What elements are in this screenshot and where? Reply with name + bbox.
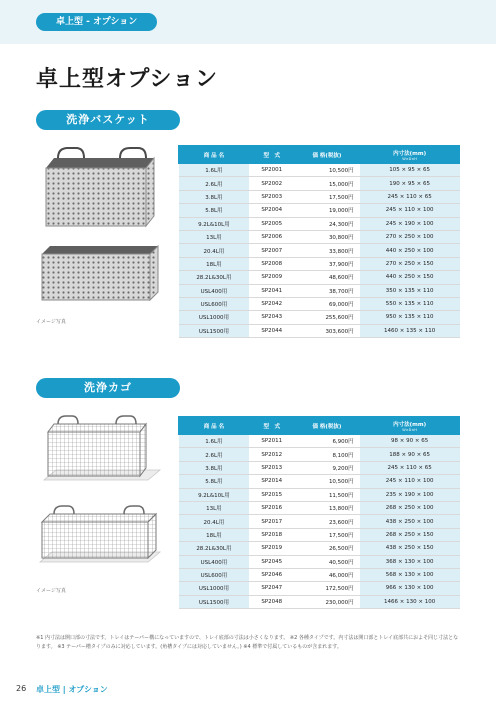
cell-name: USL1500用 xyxy=(179,324,250,337)
cell-size: 245 × 110 × 100 xyxy=(360,204,460,217)
cell-name: 18L用 xyxy=(179,528,250,541)
cell-name: 13L用 xyxy=(179,501,250,514)
cell-price: 172,500円 xyxy=(294,582,360,595)
cell-model: SP2009 xyxy=(249,271,294,284)
table-row xyxy=(179,461,460,474)
col-header-price: 価 格(税抜) xyxy=(294,417,360,435)
cell-name: 20.4L用 xyxy=(179,515,250,528)
cell-size: 440 × 250 × 150 xyxy=(360,271,460,284)
cell-price: 19,000円 xyxy=(294,204,360,217)
cell-name: 1.6L用 xyxy=(179,164,250,177)
cell-price: 8,100円 xyxy=(294,448,360,461)
cell-price: 46,000円 xyxy=(294,568,360,581)
cell-size: 268 × 250 × 150 xyxy=(360,528,460,541)
cell-size: 190 × 95 × 65 xyxy=(360,177,460,190)
cell-price: 23,600円 xyxy=(294,515,360,528)
table-row xyxy=(179,190,460,203)
cell-price: 40,500円 xyxy=(294,555,360,568)
table-row xyxy=(179,204,460,217)
cell-price: 9,200円 xyxy=(294,461,360,474)
cell-model: SP2047 xyxy=(249,582,294,595)
cell-model: SP2004 xyxy=(249,204,294,217)
cell-name: 28.2L&30L用 xyxy=(179,271,250,284)
cell-name: USL600用 xyxy=(179,568,250,581)
cell-model: SP2013 xyxy=(249,461,294,474)
page-number: 26 xyxy=(16,684,27,693)
table-row xyxy=(179,488,460,501)
cell-size: 550 × 135 × 110 xyxy=(360,297,460,310)
cell-model: SP2007 xyxy=(249,244,294,257)
cell-size: 270 × 250 × 100 xyxy=(360,230,460,243)
header-tag: 卓上型 - オプション xyxy=(36,13,157,31)
cell-model: SP2046 xyxy=(249,568,294,581)
cell-size: 438 × 250 × 100 xyxy=(360,515,460,528)
cage-section-title: 洗浄カゴ xyxy=(36,378,180,398)
cell-size: 245 × 110 × 100 xyxy=(360,475,460,488)
table-row xyxy=(179,164,460,177)
cell-model: SP2019 xyxy=(249,542,294,555)
cell-name: USL400用 xyxy=(179,284,250,297)
basket-photo-caption: イメージ写真 xyxy=(36,319,66,325)
cell-model: SP2001 xyxy=(249,164,294,177)
cell-size: 245 × 110 × 65 xyxy=(360,461,460,474)
cell-model: SP2012 xyxy=(249,448,294,461)
cell-name: 20.4L用 xyxy=(179,244,250,257)
cell-price: 15,000円 xyxy=(294,177,360,190)
cell-price: 10,500円 xyxy=(294,164,360,177)
cell-size: 1460 × 135 × 110 xyxy=(360,324,460,337)
cell-model: SP2018 xyxy=(249,528,294,541)
cell-size: 368 × 130 × 100 xyxy=(360,555,460,568)
table-row xyxy=(179,475,460,488)
table-row xyxy=(179,177,460,190)
cell-price: 38,700円 xyxy=(294,284,360,297)
cell-model: SP2002 xyxy=(249,177,294,190)
col-header-name: 商 品 名 xyxy=(179,146,250,164)
cell-price: 11,500円 xyxy=(294,488,360,501)
cell-price: 255,600円 xyxy=(294,311,360,324)
cage-photo-caption: イメージ写真 xyxy=(36,588,66,594)
table-row xyxy=(179,542,460,555)
table-row xyxy=(179,568,460,581)
cell-size: 245 × 110 × 65 xyxy=(360,190,460,203)
table-row xyxy=(179,528,460,541)
cell-name: 5.8L用 xyxy=(179,204,250,217)
col-header-size: 内寸法(mm) W×D×H xyxy=(360,146,460,164)
cell-size: 98 × 90 × 65 xyxy=(360,435,460,448)
cell-model: SP2048 xyxy=(249,595,294,608)
cell-price: 230,000円 xyxy=(294,595,360,608)
cell-name: 28.2L&30L用 xyxy=(179,542,250,555)
cell-model: SP2017 xyxy=(249,515,294,528)
cell-price: 30,800円 xyxy=(294,230,360,243)
cell-model: SP2014 xyxy=(249,475,294,488)
cell-model: SP2042 xyxy=(249,297,294,310)
cell-size: 268 × 250 × 100 xyxy=(360,501,460,514)
cell-size: 188 × 90 × 65 xyxy=(360,448,460,461)
col-header-model: 型 式 xyxy=(249,417,294,435)
cell-price: 303,600円 xyxy=(294,324,360,337)
cell-price: 48,600円 xyxy=(294,271,360,284)
col-header-size: 内寸法(mm) W×D×H xyxy=(360,417,460,435)
basket-section-title: 洗浄バスケット xyxy=(36,110,180,130)
cell-model: SP2003 xyxy=(249,190,294,203)
cell-name: 5.8L用 xyxy=(179,475,250,488)
cell-size: 1466 × 130 × 100 xyxy=(360,595,460,608)
cell-size: 105 × 95 × 65 xyxy=(360,164,460,177)
table-row xyxy=(179,555,460,568)
cell-model: SP2006 xyxy=(249,230,294,243)
cell-model: SP2005 xyxy=(249,217,294,230)
cell-name: 3.8L用 xyxy=(179,190,250,203)
col-header-price: 価 格(税抜) xyxy=(294,146,360,164)
basket-spec-table xyxy=(178,145,460,338)
cell-size: 966 × 130 × 100 xyxy=(360,582,460,595)
cell-size: 350 × 135 × 110 xyxy=(360,284,460,297)
cell-model: SP2011 xyxy=(249,435,294,448)
cell-size: 440 × 250 × 100 xyxy=(360,244,460,257)
cell-price: 6,900円 xyxy=(294,435,360,448)
table-row xyxy=(179,230,460,243)
footnote: ※1 内寸法は開口部の寸法です。トレイはテーパー構になっていますので、トレイ底部の寸法は小さくなります。 ※2 各種タイプです。内寸法は開口部とトレイ底部共におよそ同じ寸法となります。 ※3 テーパー槽タイプのみに対応しています。(角槽タイプには対応していません。) ※4 標準で付属しているものが含まれます。 xyxy=(36,635,459,650)
cell-model: SP2044 xyxy=(249,324,294,337)
table-row xyxy=(179,297,460,310)
cell-name: 13L用 xyxy=(179,230,250,243)
cell-model: SP2015 xyxy=(249,488,294,501)
footer-label: 卓上型 | オプション xyxy=(36,685,108,694)
cell-name: USL600用 xyxy=(179,297,250,310)
cell-price: 33,800円 xyxy=(294,244,360,257)
cell-name: USL1000用 xyxy=(179,582,250,595)
table-row xyxy=(179,582,460,595)
cell-price: 17,500円 xyxy=(294,528,360,541)
cell-model: SP2016 xyxy=(249,501,294,514)
cell-name: 9.2L&10L用 xyxy=(179,217,250,230)
cell-size: 270 × 250 × 150 xyxy=(360,257,460,270)
table-row xyxy=(179,271,460,284)
cell-name: 9.2L&10L用 xyxy=(179,488,250,501)
cell-model: SP2041 xyxy=(249,284,294,297)
cell-size: 950 × 135 × 110 xyxy=(360,311,460,324)
cell-price: 24,300円 xyxy=(294,217,360,230)
cell-price: 17,500円 xyxy=(294,190,360,203)
cell-price: 13,800円 xyxy=(294,501,360,514)
cell-price: 69,000円 xyxy=(294,297,360,310)
cell-name: 18L用 xyxy=(179,257,250,270)
cell-name: USL400用 xyxy=(179,555,250,568)
table-row xyxy=(179,324,460,337)
cell-price: 10,500円 xyxy=(294,475,360,488)
cell-name: 1.6L用 xyxy=(179,435,250,448)
cell-size: 438 × 250 × 150 xyxy=(360,542,460,555)
cell-size: 235 × 190 × 100 xyxy=(360,488,460,501)
cell-model: SP2008 xyxy=(249,257,294,270)
cell-name: USL1000用 xyxy=(179,311,250,324)
table-row xyxy=(179,595,460,608)
table-row xyxy=(179,284,460,297)
basket-photo-2 xyxy=(36,240,164,306)
cell-name: 2.6L用 xyxy=(179,177,250,190)
cage-photo-2 xyxy=(36,500,164,576)
cell-name: 2.6L用 xyxy=(179,448,250,461)
cell-model: SP2045 xyxy=(249,555,294,568)
cell-model: SP2043 xyxy=(249,311,294,324)
table-row xyxy=(179,217,460,230)
table-row xyxy=(179,515,460,528)
basket-photo-1 xyxy=(36,146,164,232)
col-header-name: 商 品 名 xyxy=(179,417,250,435)
table-row xyxy=(179,244,460,257)
cell-price: 37,900円 xyxy=(294,257,360,270)
page-title: 卓上型オプション xyxy=(36,67,219,92)
cell-name: 3.8L用 xyxy=(179,461,250,474)
table-row xyxy=(179,257,460,270)
cell-name: USL1500用 xyxy=(179,595,250,608)
table-row xyxy=(179,501,460,514)
cell-size: 245 × 190 × 100 xyxy=(360,217,460,230)
cell-size: 568 × 130 × 100 xyxy=(360,568,460,581)
table-row xyxy=(179,435,460,448)
cage-photo-1 xyxy=(36,414,164,494)
table-row xyxy=(179,448,460,461)
cage-spec-table xyxy=(178,416,460,609)
table-row xyxy=(179,311,460,324)
col-header-model: 型 式 xyxy=(249,146,294,164)
cell-price: 26,500円 xyxy=(294,542,360,555)
